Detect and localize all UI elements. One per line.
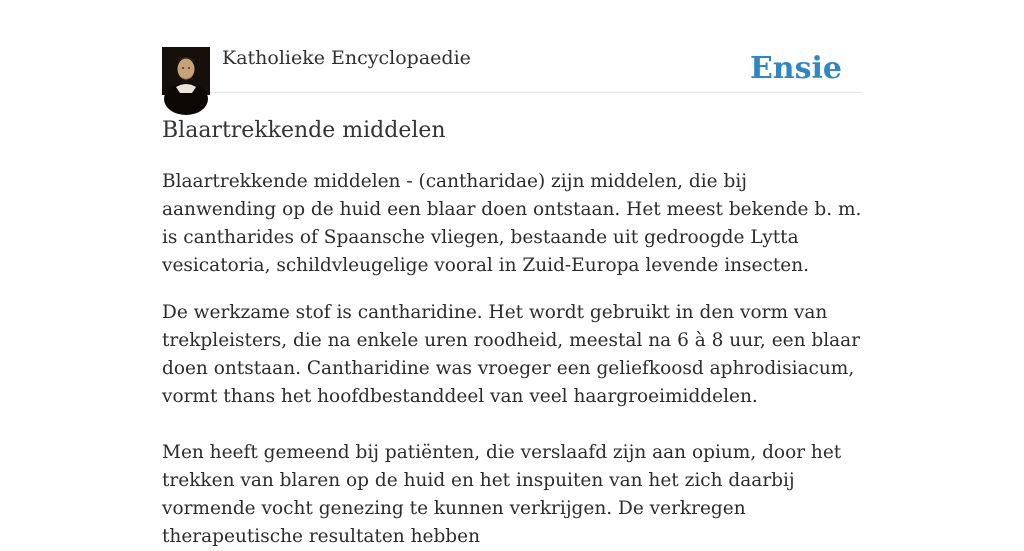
ensie-logo-link[interactable]: Ensie xyxy=(749,51,842,86)
article-paragraph: Blaartrekkende middelen - (cantharidae) zijn middelen, die bij aanwending op de huid een blaar doen ontstaan. Het meest bekende b. m. is cantharides of Spaansche vliegen, bestaande uit gedroogde Lytta vesicatoria, schildvleugelige vooral in Zuid-Europa levende insecten. xyxy=(162,171,862,276)
article-body xyxy=(162,168,862,551)
site-header xyxy=(162,0,862,93)
content-column xyxy=(162,0,862,547)
article-title: Blaartrekkende middelen xyxy=(162,118,446,143)
site-name[interactable]: Katholieke Encyclopaedie xyxy=(222,47,471,69)
article-paragraph: De werkzame stof is cantharidine. Het wordt gebruikt in den vorm van trekpleisters, die na enkele uren roodheid, meestal na 6 à 8 uur, een blaar doen ontstaan. Cantharidine was vroeger een geliefkoosd aphrodisiacum, vormt thans het hoofdbestanddeel van veel haargroeimiddelen. xyxy=(162,302,861,407)
article-paragraph: Men heeft gemeend bij patiënten, die verslaafd zijn aan opium, door het trekken van blaren op de huid en het inspuiten van het zich daarbij vormende vocht genezing te kunnen verkrijgen. De verkregen therapeutische resultaten hebben xyxy=(162,442,842,547)
author-avatar xyxy=(162,47,210,95)
